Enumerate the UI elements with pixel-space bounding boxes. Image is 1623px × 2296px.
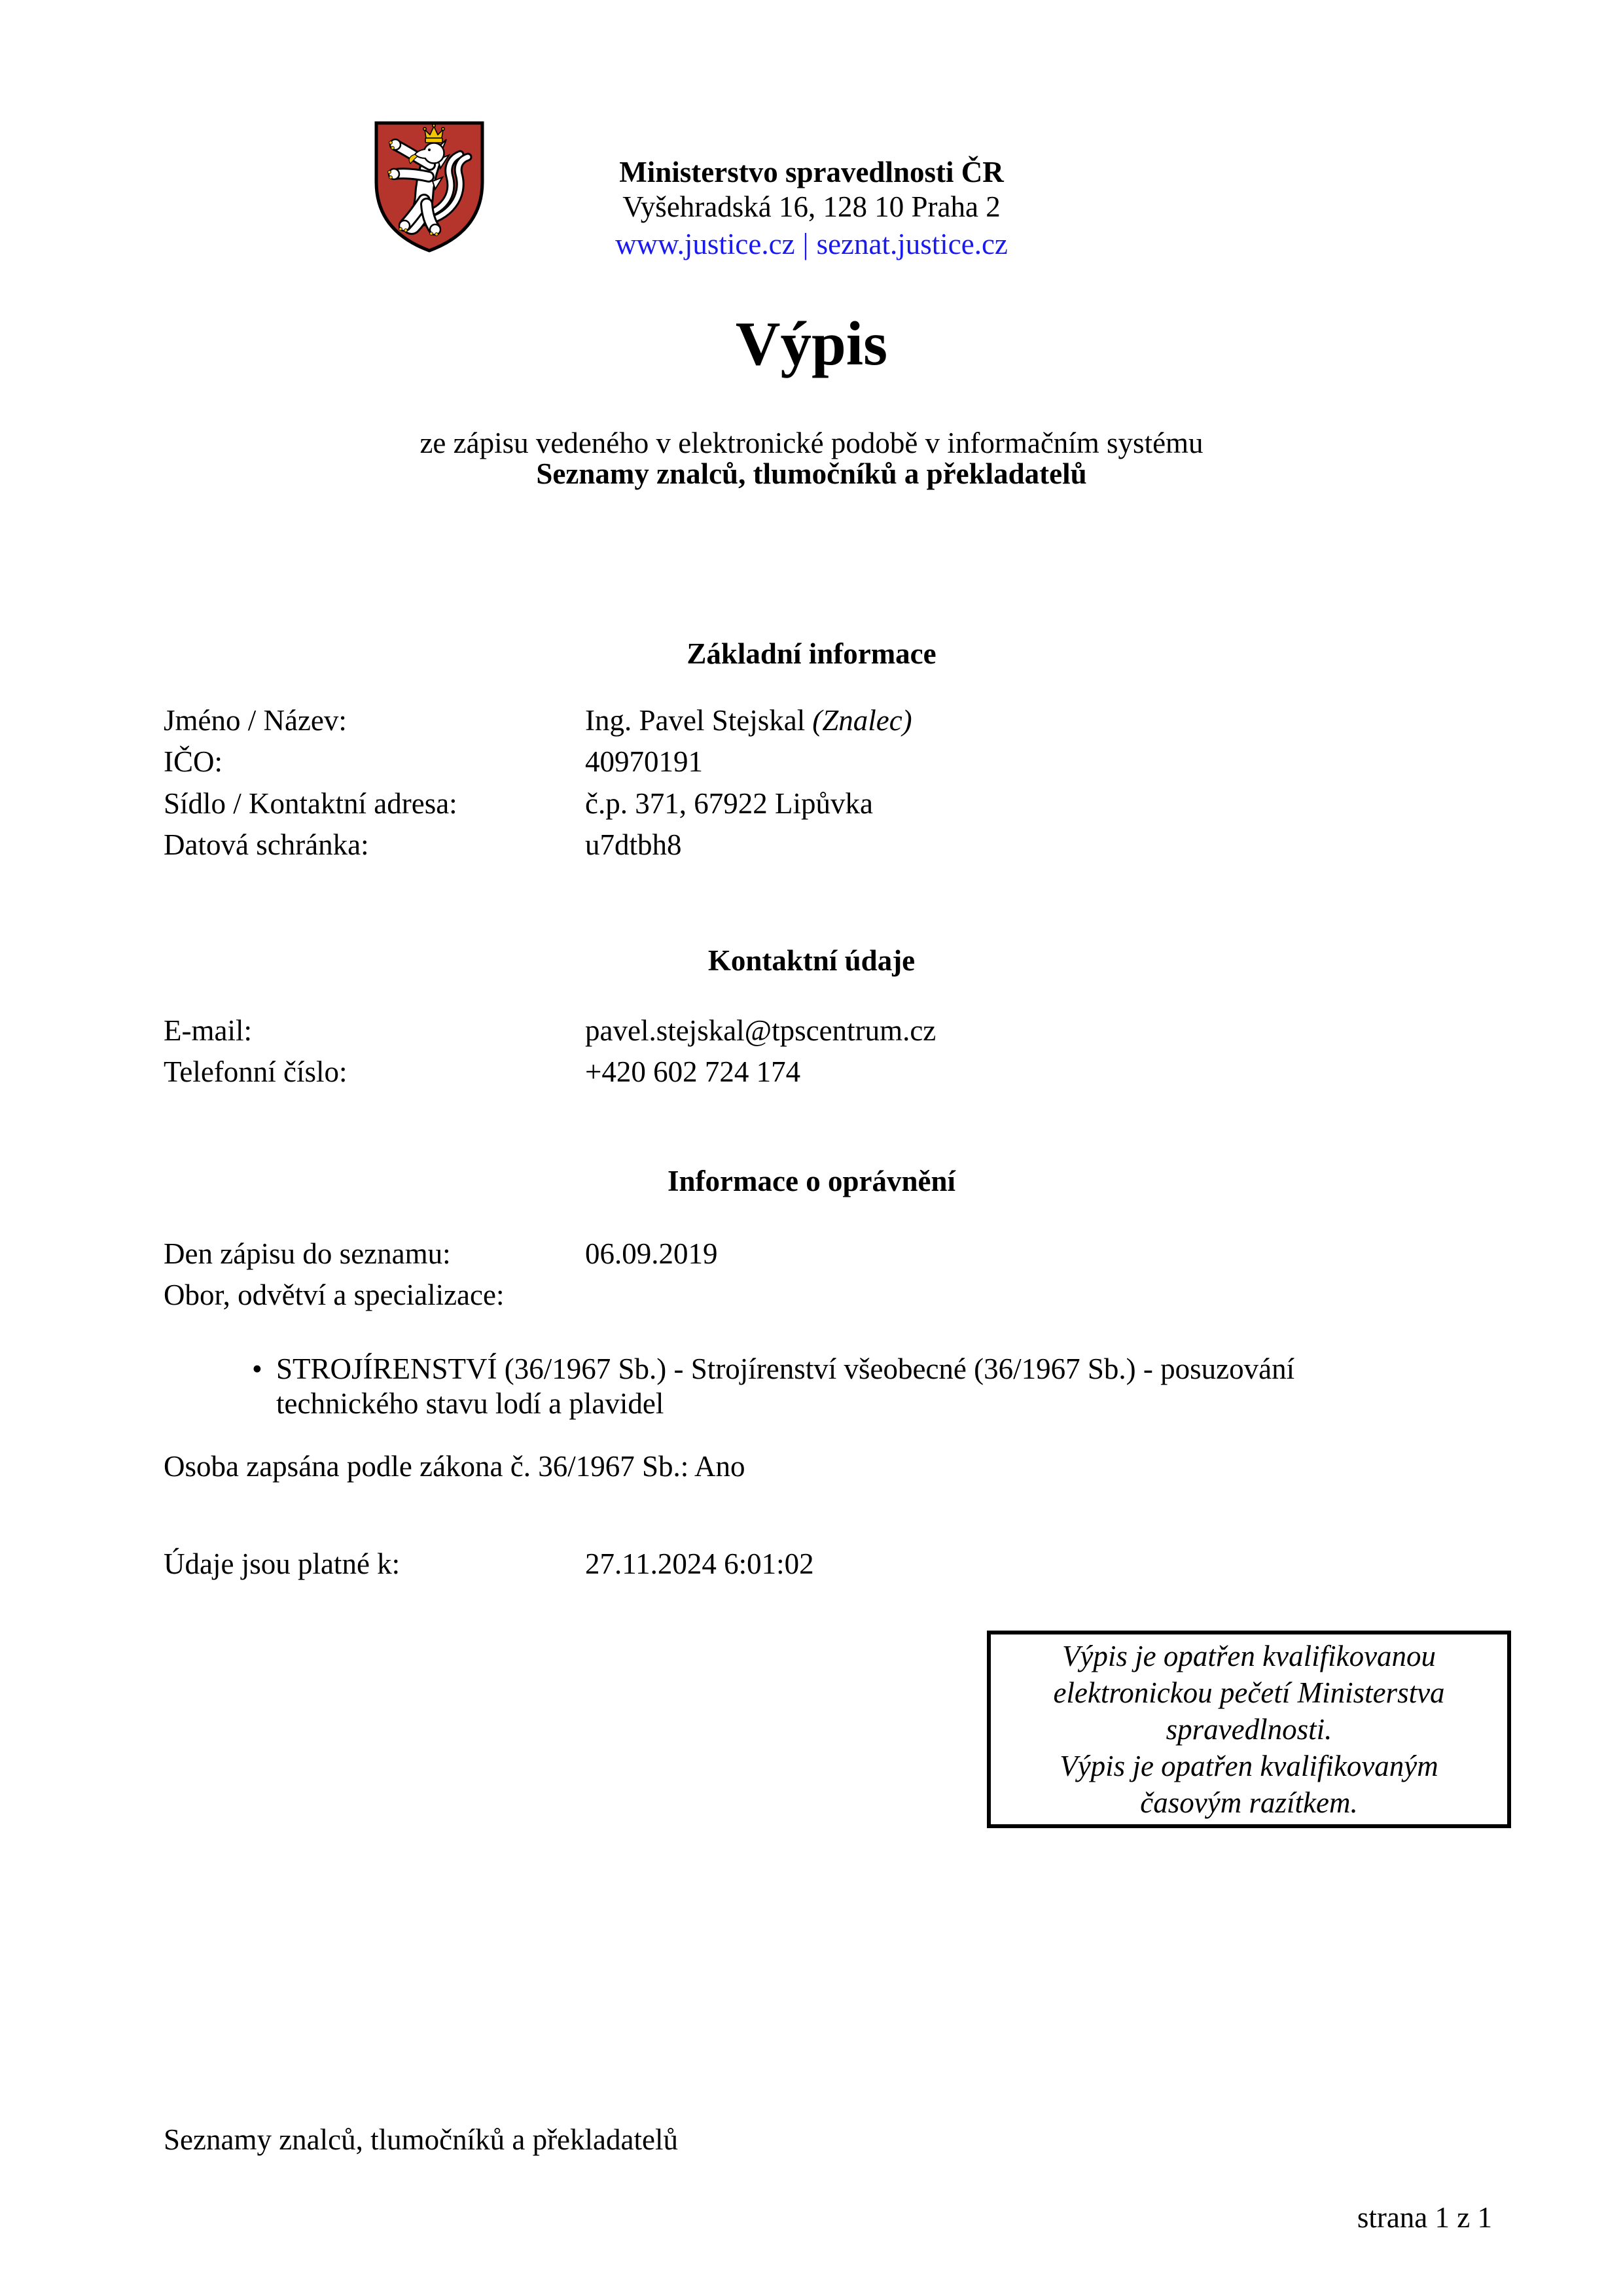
address-value: č.p. 371, 67922 Lipůvka xyxy=(585,787,873,820)
section-heading-basic: Základní informace xyxy=(687,637,936,670)
footer-registry-name: Seznamy znalců, tlumočníků a překladatelů xyxy=(164,2123,678,2156)
name-label: Jméno / Název: xyxy=(164,704,347,737)
table-row xyxy=(0,1275,1623,1315)
name-value: Ing. Pavel Stejskal (Znalec) xyxy=(585,704,912,737)
validity-label: Údaje jsou platné k: xyxy=(164,1547,401,1580)
table-row xyxy=(0,1233,1623,1274)
header-links xyxy=(0,224,1623,264)
table-row xyxy=(0,783,1623,824)
electronic-seal-box xyxy=(987,1631,1511,1828)
email-label: E-mail: xyxy=(164,1014,252,1047)
ico-value: 40970191 xyxy=(585,745,703,778)
validity-value: 27.11.2024 6:01:02 xyxy=(585,1547,814,1580)
subtitle-line-2: Seznamy znalců, tlumočníků a překladatelů xyxy=(536,457,1087,490)
page-number: strana 1 z 1 xyxy=(1357,2201,1492,2234)
document-title: Výpis xyxy=(735,309,888,378)
registration-date-value: 06.09.2019 xyxy=(585,1237,718,1270)
phone-label: Telefonní číslo: xyxy=(164,1055,348,1088)
name-note: (Znalec) xyxy=(812,704,912,737)
section-heading-authorization: Informace o oprávnění xyxy=(668,1165,955,1197)
subtitle-line-1: ze zápisu vedeného v elektronické podobě v informačním systému xyxy=(419,427,1204,459)
table-row xyxy=(0,741,1623,782)
address-label: Sídlo / Kontaktní adresa: xyxy=(164,787,457,820)
ico-label: IČO: xyxy=(164,745,223,778)
email-value: pavel.stejskal@tpscentrum.cz xyxy=(585,1014,936,1047)
registration-date-label: Den zápisu do seznamu: xyxy=(164,1237,451,1270)
table-row xyxy=(0,824,1623,865)
section-heading-contact: Kontaktní údaje xyxy=(707,944,916,977)
ministry-address: Vyšehradská 16, 128 10 Praha 2 xyxy=(622,190,1001,223)
specialization-text: STROJÍRENSTVÍ (36/1967 Sb.) - Strojírenství všeobecné (36/1967 Sb.) - posuzování technického stavu lodí a plavidel xyxy=(276,1352,1295,1420)
bullet-icon: • xyxy=(252,1352,262,1385)
table-row xyxy=(0,1051,1623,1092)
databox-label: Datová schránka: xyxy=(164,828,369,861)
seal-note-1: Výpis je opatřen kvalifikovanou elektronickou pečetí Ministerstva spravedlnosti. xyxy=(1053,1640,1445,1746)
table-row xyxy=(0,1544,1623,1584)
justice-website-link[interactable]: www.justice.cz xyxy=(615,228,795,260)
seznat-website-link[interactable]: seznat.justice.cz xyxy=(816,228,1008,260)
specialization-list-item xyxy=(252,1352,1336,1421)
phone-value: +420 602 724 174 xyxy=(585,1055,801,1088)
link-separator: | xyxy=(802,228,809,260)
databox-value: u7dtbh8 xyxy=(585,828,682,861)
table-row xyxy=(0,1010,1623,1051)
table-row xyxy=(0,700,1623,741)
law-note: Osoba zapsána podle zákona č. 36/1967 Sb.: Ano xyxy=(164,1450,745,1483)
specialization-label: Obor, odvětví a specializace: xyxy=(164,1279,505,1311)
seal-note-2: Výpis je opatřen kvalifikovaným časovým razítkem. xyxy=(1060,1750,1438,1819)
ministry-name: Ministerstvo spravedlnosti ČR xyxy=(619,156,1004,188)
